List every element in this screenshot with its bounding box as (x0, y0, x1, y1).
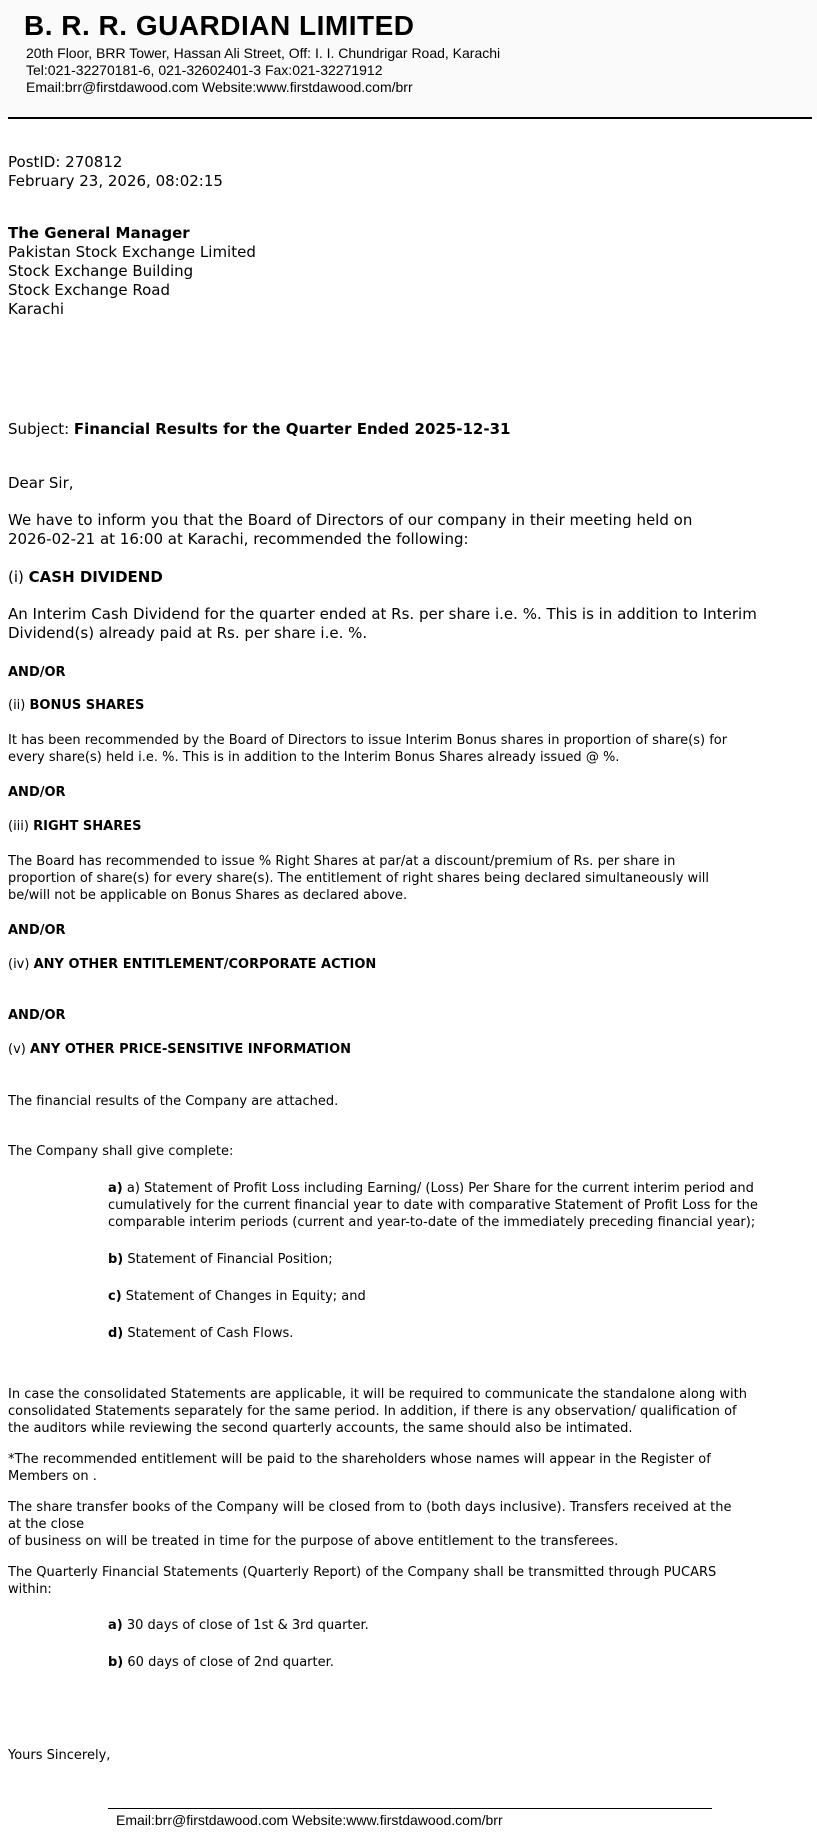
statement-b: b) Statement of Financial Position; (108, 1252, 333, 1267)
consolidated-text: In case the consolidated Statements are applicable, it will be required to communicate the standalone along with (8, 1387, 747, 1402)
cash-dividend-text: An Interim Cash Dividend for the quarter ended at Rs. per share i.e. %. This is in addition to Interim (8, 605, 757, 623)
intro-line: 2026-02-21 at 16:00 at Karachi, recommended the following: (8, 530, 469, 548)
statement-d: d) Statement of Cash Flows. (108, 1326, 294, 1341)
statement-a-cont: cumulatively for the current financial year to date with comparative Statement of Profit Loss for the (108, 1198, 758, 1213)
entitlement-note: Members on . (8, 1469, 97, 1484)
letterhead-divider (8, 117, 812, 119)
right-shares-text: be/will not be applicable on Bonus Shares as declared above. (8, 888, 408, 903)
entitlement-note: *The recommended entitlement will be paid to the shareholders whose names will appear in the Register of (8, 1452, 711, 1467)
bonus-text: It has been recommended by the Board of Directors to issue Interim Bonus shares in proportion of share(s) for (8, 733, 728, 748)
pucars-text: within: (8, 1582, 52, 1597)
recipient-line: Karachi (8, 300, 65, 318)
post-datetime: February 23, 2026, 08:02:15 (8, 172, 223, 190)
recipient-line: Stock Exchange Road (8, 281, 170, 299)
results-attached: The financial results of the Company are attached. (8, 1094, 339, 1109)
other-price-heading: (v) ANY OTHER PRICE-SENSITIVE INFORMATION (8, 1042, 352, 1057)
letterhead (0, 0, 817, 119)
subject-label: Subject: (8, 420, 70, 438)
recipient-title: The General Manager (8, 224, 190, 242)
recipient-line: Stock Exchange Building (8, 262, 194, 280)
subject-line (8, 420, 510, 439)
quarter-b: b) 60 days of close of 2nd quarter. (108, 1655, 334, 1670)
company-name: B. R. R. GUARDIAN LIMITED (24, 10, 415, 41)
consolidated-text: consolidated Statements separately for the same period. In addition, if there is any observation/ qualification of (8, 1404, 737, 1419)
transfer-text: The share transfer books of the Company will be closed from to (both days inclusive). Transfers received at the (8, 1500, 732, 1515)
andor-label: AND/OR (8, 923, 66, 938)
transfer-text: at the close (8, 1517, 85, 1532)
andor-label: AND/OR (8, 665, 66, 680)
salutation: Dear Sir, (8, 474, 74, 492)
intro-line: We have to inform you that the Board of Directors of our company in their meeting held on (8, 511, 693, 529)
bonus-text: every share(s) held i.e. %. This is in addition to the Interim Bonus Shares already issued @ %. (8, 750, 620, 765)
right-shares-text: proportion of share(s) for every share(s). The entitlement of right shares being declared simultaneously will (8, 871, 710, 886)
statement-a: a) a) Statement of Profit Loss including Earning/ (Loss) Per Share for the current interim period and (108, 1181, 754, 1196)
closing: Yours Sincerely, (8, 1748, 111, 1763)
transfer-text: of business on will be treated in time for the purpose of above entitlement to the transferees. (8, 1534, 619, 1549)
footer-divider (108, 1808, 712, 1809)
statement-c: c) Statement of Changes in Equity; and (108, 1289, 366, 1304)
footer-contact: Email:brr@firstdawood.com Website:www.firstdawood.com/brr (116, 1812, 503, 1828)
company-phone: Tel:021-32270181-6, 021-32602401-3 Fax:021-32271912 (26, 62, 383, 78)
subject-text: Financial Results for the Quarter Ended 2025-12-31 (73, 420, 511, 438)
quarter-a: a) 30 days of close of 1st & 3rd quarter. (108, 1618, 369, 1633)
right-shares-text: The Board has recommended to issue % Right Shares at par/at a discount/premium of Rs. per share in (8, 854, 676, 869)
post-id: PostID: 270812 (8, 153, 123, 171)
other-entitlement-heading: (iv) ANY OTHER ENTITLEMENT/CORPORATE ACTION (8, 957, 377, 972)
pucars-text: The Quarterly Financial Statements (Quarterly Report) of the Company shall be transmitted through PUCARS (8, 1565, 717, 1580)
cash-dividend-heading: (i) CASH DIVIDEND (8, 568, 163, 586)
recipient-line: Pakistan Stock Exchange Limited (8, 243, 256, 261)
company-address: 20th Floor, BRR Tower, Hassan Ali Street, Off: I. I. Chundrigar Road, Karachi (26, 45, 501, 61)
andor-label: AND/OR (8, 1008, 66, 1023)
give-complete: The Company shall give complete: (8, 1144, 234, 1159)
statement-a-cont: comparable interim periods (current and year-to-date of the immediately preceding financial year); (108, 1215, 756, 1230)
cash-dividend-text: Dividend(s) already paid at Rs. per share i.e. %. (8, 624, 368, 642)
consolidated-text: the auditors while reviewing the second quarterly accounts, the same should also be intimated. (8, 1421, 633, 1436)
andor-label: AND/OR (8, 785, 66, 800)
bonus-heading: (ii) BONUS SHARES (8, 698, 145, 713)
right-shares-heading: (iii) RIGHT SHARES (8, 819, 142, 834)
company-contact: Email:brr@firstdawood.com Website:www.firstdawood.com/brr (26, 79, 413, 95)
